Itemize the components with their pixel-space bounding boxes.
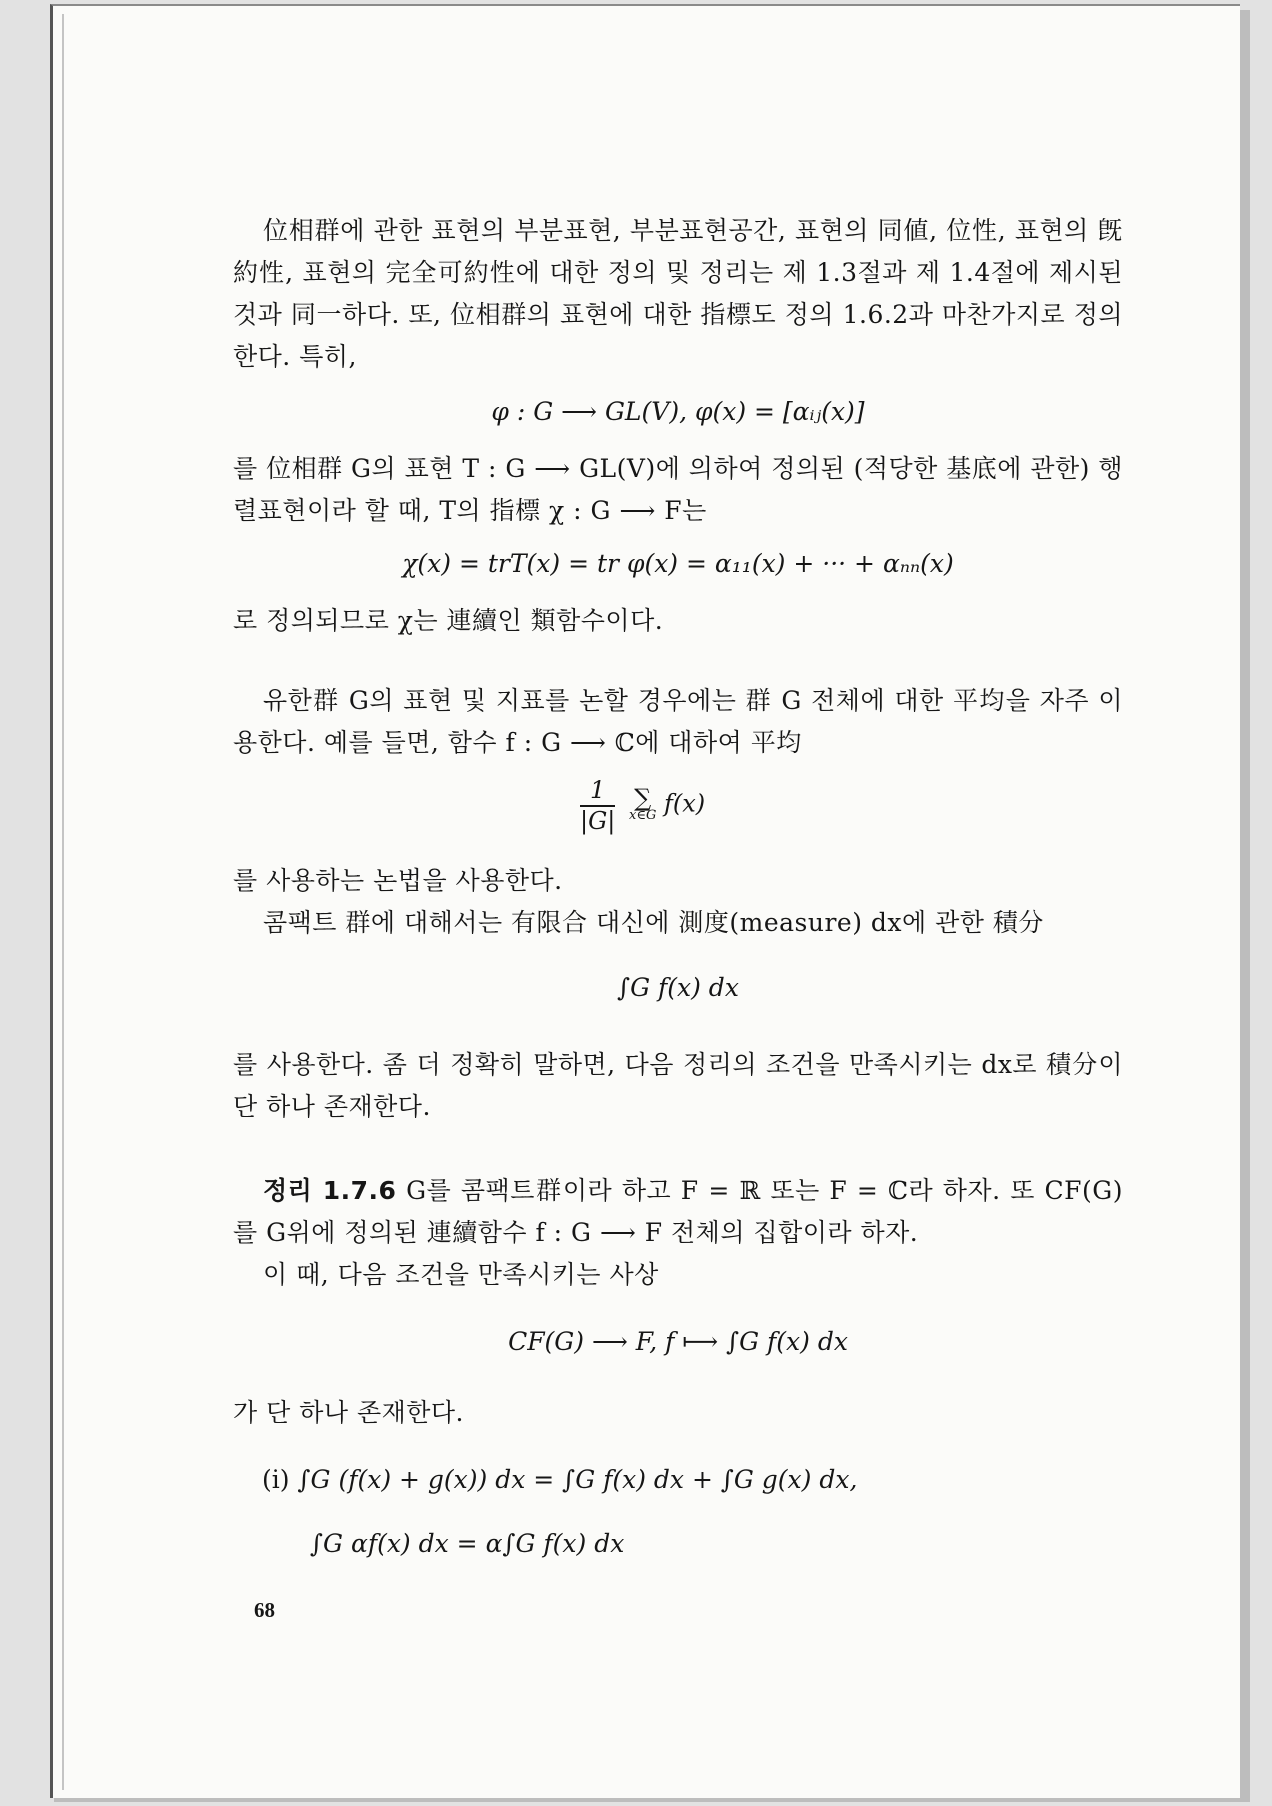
paragraph-exists xyxy=(233,1392,1123,1434)
paragraph-representation xyxy=(233,448,1123,532)
paragraph-1: 位相群에 관한 표현의 부분표현, 부분표현공간, 표현의 同値, 位性, 표현의 旣約性, 표현의 完全可約性에 대한 정의 및 정리는 제 1.3절과 제 1.4절에 제시된 것과 同一하다. 또, 位相群의 표현에 대한 指標도 정의 1.6.2과 마찬가지로 정의한다. 특히, xyxy=(233,216,1123,371)
paragraph-uniqueness xyxy=(233,1044,1123,1128)
theorem-block xyxy=(233,1170,1123,1296)
condition-label: (i) xyxy=(262,1465,290,1494)
equation-average xyxy=(580,775,705,835)
condition-list xyxy=(262,1448,1122,1576)
summation-index: x∈G xyxy=(628,808,657,823)
paragraph-class-function xyxy=(233,600,1123,642)
summand: f(x) xyxy=(663,789,706,818)
paragraph-3: 로 정의되므로 χ는 連續인 類함수이다. xyxy=(233,606,664,635)
paragraph-5: 를 사용하는 논법을 사용한다. xyxy=(233,866,563,895)
theorem-label: 정리 1.7.6 xyxy=(263,1176,397,1205)
condition-1 xyxy=(262,1448,1122,1512)
paragraph-8: 가 단 하나 존재한다. xyxy=(233,1398,464,1427)
equation-phi: φ : G ⟶ GL(V), φ(x) = [αᵢⱼ(x)] xyxy=(491,397,865,426)
condition-2: ∫G αf(x) dx = α∫G f(x) dx xyxy=(310,1529,625,1558)
equation-map: CF(G) ⟶ F, f ⟼ ∫G f(x) dx xyxy=(508,1327,848,1356)
fraction-denominator: |G| xyxy=(580,807,616,835)
theorem-statement xyxy=(233,1170,1123,1254)
paragraph-intro xyxy=(233,210,1123,378)
condition-1-formula: ∫G (f(x) + g(x)) dx = ∫G f(x) dx + ∫G g(x) dx, xyxy=(297,1465,858,1494)
paragraph-7: 를 사용한다. 좀 더 정확히 말하면, 다음 정리의 조건을 만족시키는 dx로 積分이 단 하나 존재한다. xyxy=(233,1050,1123,1121)
paragraph-2: 를 位相群 G의 표현 T : G ⟶ GL(V)에 의하여 정의된 (적당한 基底에 관한) 행렬표현이라 할 때, T의 指標 χ : G ⟶ F는 xyxy=(233,454,1123,525)
page-edge xyxy=(62,14,64,1790)
theorem-text-2: 이 때, 다음 조건을 만족시키는 사상 xyxy=(263,1260,659,1289)
paragraph-method xyxy=(233,860,1123,944)
summation xyxy=(628,784,657,823)
equation-integral: ∫G f(x) dx xyxy=(617,973,739,1002)
paragraph-finite-group xyxy=(233,680,1123,764)
theorem-text: G를 콤팩트群이라 하고 F = ℝ 또는 F = ℂ라 하자. 또 CF(G)를 G위에 정의된 連續함수 f : G ⟶ F 전체의 집합이라 하자. xyxy=(233,1176,1123,1247)
fraction-numerator: 1 xyxy=(580,775,615,807)
sigma-symbol: ∑ xyxy=(634,784,652,812)
page-number: 68 xyxy=(254,1598,275,1622)
paragraph-4: 유한群 G의 표현 및 지표를 논할 경우에는 群 G 전체에 대한 平均을 자주 이용한다. 예를 들면, 함수 f : G ⟶ ℂ에 대하여 平均 xyxy=(233,686,1123,757)
equation-chi: χ(x) = trT(x) = tr φ(x) = α₁₁(x) + ··· + αₙₙ(x) xyxy=(402,549,954,578)
paragraph-6: 콤팩트 群에 대해서는 有限合 대신에 測度(measure) dx에 관한 積分 xyxy=(263,908,1044,937)
fraction xyxy=(580,775,615,835)
